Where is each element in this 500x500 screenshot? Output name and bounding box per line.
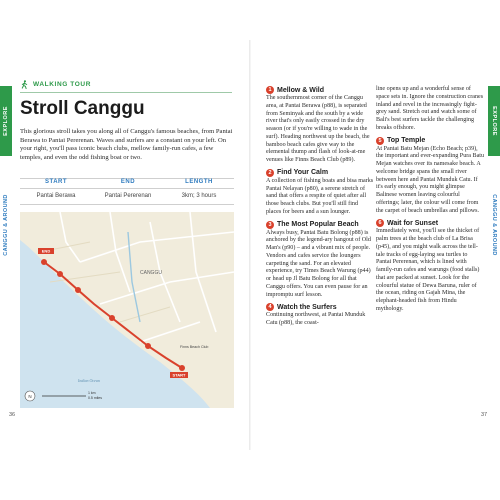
stop-title: The Most Popular Beach — [277, 221, 359, 228]
explore-tab-right[interactable] — [488, 86, 500, 156]
page-number-right: 37 — [481, 412, 488, 418]
stop-text: At Pantai Batu Mejan (Echo Beach; p39), the important and ever-expanding Pura Batu Mejan watches over its namesake beach. A welcome bridge spans the small river between here and Pantai Munduk Catu. If it's early enough, you might glimpse Balinese women leaving colourful offerings; later, the colour will come from the carpet of beach umbrellas and pillows. — [376, 145, 485, 214]
stop-marker[interactable] — [75, 287, 81, 293]
stop-text: A collection of fishing boats and bisa marks Pantai Nelayan (p80), a serene stretch of sand that offers a respite of quiet after all those beach clubs. But you'll still find places for beers and a sun lounger. — [266, 177, 374, 215]
length-heading: LENGTH — [185, 179, 213, 185]
start-heading: START — [44, 179, 68, 185]
stop-heading — [376, 137, 484, 145]
map-poi-label: Finns Beach Club — [180, 345, 209, 349]
stop-heading — [266, 86, 374, 94]
stop-heading — [266, 221, 374, 229]
start-flag-label: START — [172, 372, 186, 378]
stop-1 — [266, 86, 374, 165]
stop-5 — [376, 137, 484, 216]
map-town-label: CANGGU — [140, 270, 162, 276]
walking-tour-map[interactable] — [20, 212, 234, 408]
map-ocean-label: Indian Ocean — [78, 378, 100, 383]
scale-km: 1 km — [88, 391, 96, 395]
stop-title: Mellow & Wild — [277, 86, 324, 94]
stops-column-1 — [266, 86, 374, 332]
intro-paragraph: This glorious stroll takes you along all of Canggu's famous beaches, from Pantai Berawa to Pantai Pererenan. Waves and surfers are a constant on your left. On your right, you'll pass iconic beach clubs, mellow family-run cafes, a few temples, and even the odd fishing boat or two. — [20, 128, 233, 161]
stop-marker[interactable] — [179, 365, 185, 371]
summary-start — [20, 179, 92, 199]
explore-tab-label: EXPLORE — [3, 106, 9, 136]
stop-text: Immediately west, you'll see the thicket of palm trees at the beach club of La Brisa (p45), and you might walk across the tell-tale tracks of egg-laying sea turtles to Pantai Pererenan, which is lined with family-run cafes and warungs (food stalls) that are packed at sunset. Look for the colourful statue of Dewa Baruna, ruler of the ocean, riding on Gajah Mina, the elephant-headed fish from Hindu mythology. — [376, 228, 480, 312]
stop-title: Watch the Surfers — [277, 303, 337, 311]
walker-icon — [20, 80, 29, 89]
stop-number-badge: 4 — [266, 303, 274, 311]
length-value: 3km; 3 hours — [181, 193, 217, 199]
stop-number-badge: 5 — [376, 137, 384, 145]
summary-end — [92, 179, 164, 199]
section-tab-label: CANGGU & AROUND — [491, 194, 497, 256]
stop-number-badge: 2 — [266, 169, 274, 177]
stop-marker[interactable] — [57, 271, 63, 277]
header-rule — [20, 92, 232, 93]
explore-tab-left[interactable] — [0, 86, 12, 156]
start-value: Pantai Berawa — [36, 193, 76, 199]
summary-length — [164, 179, 234, 199]
section-tab-left — [0, 165, 12, 285]
stop-4-continued — [376, 86, 484, 133]
section-tab-label: CANGGU & AROUND — [3, 194, 9, 256]
page-title: Stroll Canggu — [20, 98, 145, 119]
stop-number-badge: 1 — [266, 86, 274, 94]
section-tab-right — [488, 165, 500, 285]
page-number-left: 36 — [9, 412, 16, 418]
stop-heading — [266, 169, 374, 177]
stop-number-badge: 6 — [376, 219, 384, 227]
summary-rule-bottom — [20, 204, 234, 205]
compass-label: N — [28, 394, 32, 399]
end-value: Pantai Pererenan — [104, 193, 152, 199]
stop-text: The southernmost corner of the Canggu area, at Pantai Berawa (p88), is separated from Seminyak and the south by a wide river that's only easily crossed in the dry season (or if you're willing to wade in the surf). Heading northwest up the beach, the bamboo beach cafes give way to the elemental thump and flash of look-at-me venues like Finns Beach Club (p89). — [266, 95, 370, 163]
stop-text: line opens up and a wonderful sense of space sets in. Ignore the construction cranes inland and revel in the increasingly fight-grey sand. Stretch out and watch some of Bali's best surfers tackle the challenging breaks offshore. — [376, 86, 484, 131]
stop-marker[interactable] — [145, 343, 151, 349]
stop-3 — [266, 221, 374, 300]
end-heading: END — [120, 179, 136, 185]
stop-marker[interactable] — [41, 259, 47, 265]
stop-2 — [266, 169, 374, 217]
stops-column-2 — [376, 86, 484, 318]
stop-4 — [266, 303, 374, 328]
stop-number-badge: 3 — [266, 221, 274, 229]
stop-heading — [376, 219, 484, 227]
stop-text: Continuing northwest, at Pantai Munduk Catu (p88), the coast- — [266, 312, 366, 326]
walking-tour-label: WALKING TOUR — [33, 81, 91, 88]
scale-mi: 0.5 miles — [88, 396, 103, 400]
stop-text: Always busy, Pantai Batu Bolong (p88) is anchored by the legend-ary hangout of Old Man's (p90) – and a vibrant mix of people. Vendors and cafes service the loungers carpeting the sand. For an elevated experience, try Times Beach Warung (p44) or head up Jl Batu Bolong for all that Canggu offers. You can even pause for an impromptu surf lesson. — [266, 229, 371, 298]
stop-6 — [376, 219, 484, 313]
stop-title: Wait for Sunset — [387, 219, 439, 227]
stop-title: Top Temple — [387, 137, 426, 144]
walking-tour-header — [20, 80, 91, 89]
stop-title: Find Your Calm — [277, 169, 329, 177]
stop-heading — [266, 303, 374, 311]
end-flag-label: END — [41, 248, 51, 254]
stop-marker[interactable] — [109, 315, 115, 321]
explore-tab-label: EXPLORE — [491, 106, 497, 136]
page-gutter — [249, 40, 251, 450]
tour-summary — [20, 178, 234, 206]
